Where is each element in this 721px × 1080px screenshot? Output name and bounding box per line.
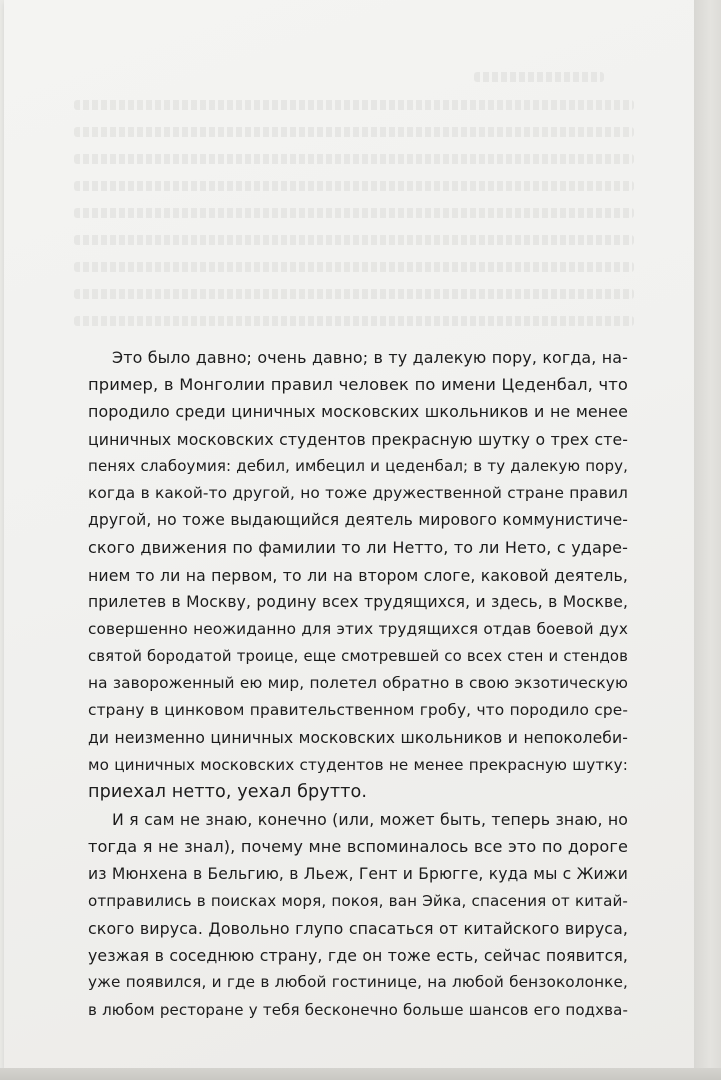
text-line: святой бородатой троице, еще смотревшей со всех стен и стендов [88, 647, 628, 666]
show-through-text [74, 289, 634, 299]
show-through-text [74, 262, 634, 272]
text-line: когда в какой-то другой, но тоже дружественной стране правил [88, 483, 628, 502]
text-line: ского вируса. Довольно глупо спасаться от китайского вируса, [88, 918, 628, 938]
text-line: тогда я не знал), почему мне вспоминалось все это по дороге [88, 837, 628, 857]
paragraph-1 [88, 344, 628, 806]
show-through-text [74, 127, 634, 137]
text-line: уже появился, и где в любой гостинице, на любой бензоколонке, [88, 973, 628, 992]
show-through-text [74, 316, 634, 326]
text-line: ского движения по фамилии то ли Нетто, то ли Нето, с ударе- [88, 538, 628, 558]
text-line: И я сам не знаю, конечно (или, может быть, теперь знаю, но [112, 810, 628, 830]
show-through-text [74, 154, 634, 164]
text-line: прилетев в Москву, родину всех трудящихся, и здесь, в Москве, [88, 592, 628, 611]
text-line: приехал нетто, уехал брутто. [88, 782, 368, 802]
text-line: нием то ли на первом, то ли на втором слоге, каковой деятель, [88, 565, 628, 585]
show-through-text [74, 181, 634, 191]
text-line: в любом ресторане у тебя бесконечно больше шансов его подхва- [88, 1000, 628, 1019]
text-line: уезжая в соседнюю страну, где он тоже есть, сейчас появится, [88, 946, 628, 966]
text-line: другой, но тоже выдающийся деятель мирового коммунистиче- [88, 511, 628, 530]
text-line: на завороженный ею мир, полетел обратно в свою экзотическую [88, 674, 628, 693]
text-line: страну в цинковом правительственном гробу, что породило сре- [88, 701, 628, 720]
text-line: из Мюнхена в Бельгию, в Льеж, Гент и Брюгге, куда мы с Жижи [88, 864, 628, 883]
show-through-text [74, 100, 634, 110]
book-page [4, 0, 694, 1068]
show-through-text [474, 72, 604, 82]
paragraph-2 [88, 806, 628, 1024]
text-line: пенях слабоумия: дебил, имбецил и цеденбал; в ту далекую пору, [88, 456, 628, 475]
show-through-text [74, 235, 634, 245]
text-line: совершенно неожиданно для этих трудящихся отдав боевой дух [88, 619, 628, 638]
text-line: отправились в поисках моря, покоя, ван Эйка, спасения от китай- [88, 891, 628, 910]
show-through-text [74, 208, 634, 218]
text-line: циничных московских студентов прекрасную шутку о трех сте- [88, 429, 628, 449]
page-stack-edge [694, 0, 721, 1080]
text-line: пример, в Монголии правил человек по имени Цеденбал, что [88, 375, 628, 395]
text-line: мо циничных московских студентов не менее прекрасную шутку: [88, 755, 628, 774]
text-line: породило среди циничных московских школьников и не менее [88, 402, 628, 422]
text-line: ди неизменно циничных московских школьников и непоколеби- [88, 728, 628, 747]
text-line: Это было давно; очень давно; в ту далекую пору, когда, на- [112, 348, 628, 367]
book-bottom-edge [0, 1068, 721, 1080]
body-text [88, 344, 628, 1024]
